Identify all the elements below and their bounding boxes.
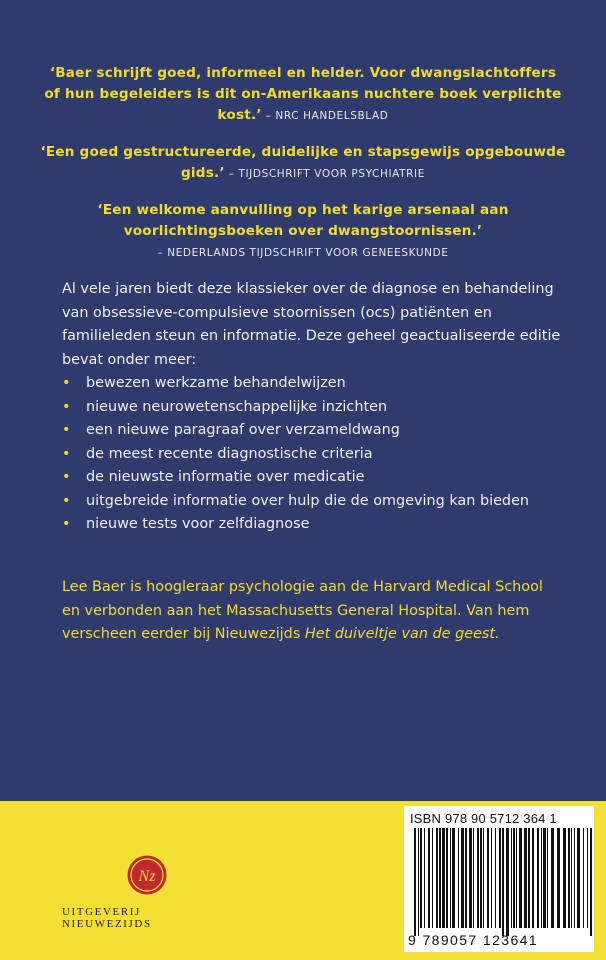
quote-text: ‘Een welkome aanvulling op het karige arsenaal aan voorlichtingsboeken over dwangstoornissen.’ bbox=[97, 202, 509, 239]
barcode-bar bbox=[551, 828, 554, 928]
list-item bbox=[62, 419, 562, 443]
bullet-icon: • bbox=[62, 375, 71, 391]
author-bio bbox=[62, 576, 562, 647]
list-item-text: de nieuwste informatie over medicatie bbox=[86, 469, 365, 485]
barcode-bar bbox=[571, 828, 572, 928]
bullet-icon: • bbox=[62, 445, 71, 462]
barcode-bar bbox=[557, 828, 560, 928]
previous-book-title: Het duiveltje van de geest. bbox=[304, 626, 500, 643]
barcode-icon bbox=[414, 828, 592, 936]
barcode-bar bbox=[477, 828, 479, 928]
quote-text: ‘Een goed gestructureerde, duidelijke en stapsgewijs opgebouwde gids.’ bbox=[40, 144, 566, 181]
barcode-bar bbox=[541, 828, 542, 928]
list-item bbox=[62, 490, 562, 514]
list-item-text: nieuwe tests voor zelfdiagnose bbox=[86, 516, 310, 532]
author-bio-text: Lee Baer is hoogleraar psychologie aan de Harvard Medical School en verbonden aan het Massachusetts General Hospital. Van hem verscheen eerder bij Nieuwezijds bbox=[62, 579, 543, 643]
barcode-bar bbox=[574, 828, 575, 928]
barcode-bar bbox=[418, 828, 419, 936]
barcode-bar bbox=[506, 828, 509, 936]
bullet-icon: • bbox=[62, 398, 71, 415]
barcode-bar bbox=[483, 828, 484, 928]
isbn-digits: 9 789057 123641 bbox=[408, 932, 538, 948]
barcode-bar bbox=[473, 828, 474, 928]
barcode-bar bbox=[480, 828, 482, 928]
barcode-bar bbox=[587, 828, 588, 928]
review-quote bbox=[40, 141, 566, 184]
barcode-bar bbox=[491, 828, 492, 928]
quote-source: – TIJDSCHRIFT VOOR PSYCHIATRIE bbox=[224, 168, 425, 180]
svg-text:Nz: Nz bbox=[138, 868, 156, 885]
barcode-bar bbox=[452, 828, 455, 928]
barcode-bar bbox=[436, 828, 438, 928]
barcode-bar bbox=[450, 828, 451, 928]
barcode-bar bbox=[432, 828, 433, 928]
barcode-bar bbox=[543, 828, 546, 928]
bullet-icon: • bbox=[62, 422, 71, 438]
barcode-bar bbox=[524, 828, 527, 928]
barcode-bar bbox=[439, 828, 441, 928]
barcode-bar bbox=[513, 828, 515, 928]
barcode-bar bbox=[458, 828, 459, 928]
barcode-bar bbox=[568, 828, 570, 928]
list-item bbox=[62, 466, 562, 490]
barcode-bar bbox=[469, 828, 472, 928]
bullet-icon: • bbox=[62, 469, 71, 485]
quote-text: ‘Baer schrijft goed, informeel en helder. Voor dwangslachtoffers of hun begeleiders is dit on-Amerikaans nuchtere boek verplichte kost.’ bbox=[44, 65, 562, 123]
feature-list bbox=[62, 372, 562, 537]
description bbox=[62, 278, 562, 537]
quote-source: – NEDERLANDS TIJDSCHRIFT VOOR GENEESKUNDE bbox=[157, 247, 449, 259]
publisher-logo-icon bbox=[126, 854, 168, 896]
barcode-bar bbox=[428, 828, 430, 928]
barcode-bar bbox=[446, 828, 448, 928]
list-item bbox=[62, 513, 562, 537]
barcode-bar bbox=[461, 828, 464, 928]
barcode-bar bbox=[465, 828, 467, 928]
barcode-bar bbox=[547, 828, 548, 928]
barcode-bar bbox=[499, 828, 501, 928]
isbn-label: ISBN 978 90 5712 364 1 bbox=[410, 811, 557, 826]
barcode-bar bbox=[528, 828, 530, 928]
barcode-bar bbox=[577, 828, 580, 928]
barcode-bar bbox=[537, 828, 539, 928]
barcode-bar bbox=[516, 828, 517, 928]
barcode-bar bbox=[502, 828, 504, 936]
review-quote bbox=[40, 62, 566, 126]
list-item-text: uitgebreide informatie over hulp die de omgeving kan bieden bbox=[86, 492, 530, 509]
barcode-bar bbox=[424, 828, 425, 928]
barcode-bar bbox=[495, 828, 496, 928]
publisher-name: UITGEVERIJ NIEUWEZIJDS bbox=[62, 906, 152, 930]
bullet-icon: • bbox=[62, 492, 71, 509]
list-item-text: de meest recente diagnostische criteria bbox=[86, 445, 373, 462]
description-text: Al vele jaren biedt deze klassieker over de diagnose en behandeling van obsessieve-compulsieve stoornissen (ocs) patiënten en familieleden steun en informatie. Deze geheel geactualiseerde editie bevat onder meer: bbox=[62, 281, 561, 368]
barcode-bar bbox=[563, 828, 566, 928]
list-item-text: nieuwe neurowetenschappelijke inzichten bbox=[86, 398, 388, 415]
barcode-bar bbox=[420, 828, 422, 928]
quote-source: – NRC HANDELSBLAD bbox=[261, 110, 389, 122]
barcode-bar bbox=[414, 828, 416, 936]
barcode-bar bbox=[590, 828, 592, 936]
list-item bbox=[62, 396, 562, 420]
barcode-bar bbox=[442, 828, 445, 928]
bullet-icon: • bbox=[62, 516, 71, 532]
review-quote bbox=[40, 199, 566, 263]
review-quotes bbox=[40, 62, 566, 278]
list-item bbox=[62, 372, 562, 396]
barcode-bar bbox=[511, 828, 512, 928]
barcode-bar bbox=[487, 828, 489, 928]
list-item-text: bewezen werkzame behandelwijzen bbox=[86, 375, 346, 391]
list-item-text: een nieuwe paragraaf over verzameldwang bbox=[86, 422, 400, 438]
barcode-bar bbox=[583, 828, 584, 928]
list-item bbox=[62, 443, 562, 467]
barcode-bar bbox=[519, 828, 522, 928]
barcode-bar bbox=[532, 828, 534, 928]
